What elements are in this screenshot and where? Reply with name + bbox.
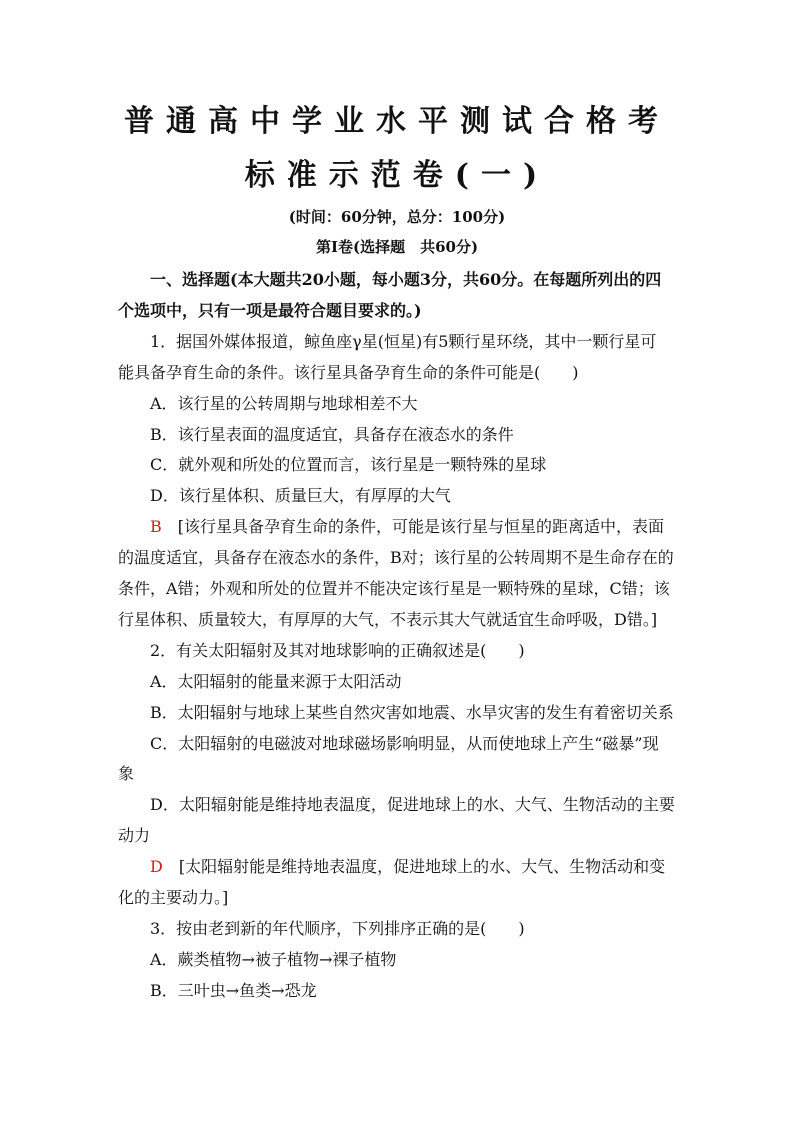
line-text: C．就外观和所处的位置而言，该行星是一颗特殊的星球 bbox=[150, 455, 547, 475]
text-line bbox=[150, 950, 678, 970]
line-text: 象 bbox=[118, 764, 135, 784]
answer-letter: B bbox=[150, 517, 162, 537]
line-text: 2．有关太阳辐射及其对地球影响的正确叙述是( ) bbox=[150, 640, 525, 660]
line-text: B．三叶虫→鱼类→恐龙 bbox=[150, 980, 317, 1000]
text-line bbox=[150, 641, 678, 661]
text-line bbox=[118, 826, 678, 846]
text-line bbox=[150, 703, 678, 723]
line-text: C．太阳辐射的电磁波对地球磁场影响明显，从而使地球上产生“磁暴”现 bbox=[150, 733, 659, 753]
text-line bbox=[150, 734, 678, 754]
text-line bbox=[118, 610, 678, 630]
text-line bbox=[118, 548, 678, 568]
text-line bbox=[150, 981, 678, 1001]
text-line bbox=[118, 301, 678, 321]
text-line bbox=[150, 919, 678, 939]
answer-line bbox=[150, 857, 678, 877]
page-title-line1: 普通高中学业水平测试合格考 bbox=[124, 104, 670, 139]
line-text: D．太阳辐射能是维持地表温度，促进地球上的水、大气、生物活动的主要 bbox=[150, 795, 675, 815]
answer-letter: D bbox=[150, 857, 163, 877]
page-title-line2: 标准示范卷(一) bbox=[244, 158, 550, 193]
text-line bbox=[150, 455, 678, 475]
text-line bbox=[118, 764, 678, 784]
section-heading: 第Ⅰ卷(选择题 共60分) bbox=[315, 238, 479, 256]
line-text: 动力 bbox=[118, 826, 151, 846]
text-line bbox=[150, 672, 678, 692]
line-text: 条件，A错；外观和所处的位置并不能决定该行星是一颗特殊的星球，C错；该 bbox=[118, 579, 670, 598]
line-text: A．该行星的公转周期与地球相差不大 bbox=[150, 393, 418, 413]
line-text: [该行星具备孕育生命的条件，可能是该行星与恒星的距离适中，表面 bbox=[161, 517, 665, 537]
text-line bbox=[150, 270, 678, 290]
line-text: B．该行星表面的温度适宜，具备存在液态水的条件 bbox=[150, 424, 514, 444]
line-text: 能具备孕育生命的条件。该行星具备孕育生命的条件可能是( ) bbox=[118, 362, 579, 382]
line-text: 个选项中，只有一项是最符合题目要求的。) bbox=[118, 300, 422, 320]
answer-line bbox=[150, 517, 678, 537]
line-text: 3．按由老到新的年代顺序，下列排序正确的是( ) bbox=[150, 918, 525, 938]
line-text: B．太阳辐射与地球上某些自然灾害如地震、水旱灾害的发生有着密切关系 bbox=[150, 702, 674, 722]
text-line bbox=[150, 795, 678, 815]
text-line bbox=[150, 332, 678, 352]
text-line bbox=[118, 888, 678, 908]
text-line bbox=[150, 425, 678, 445]
text-line bbox=[118, 363, 678, 383]
line-text: 1．据国外媒体报道，鲸鱼座γ星(恒星)有5颗行星环绕，其中一颗行星可 bbox=[150, 331, 657, 351]
text-line bbox=[118, 579, 678, 599]
text-line bbox=[150, 486, 678, 506]
line-text: 一、选择题(本大题共20小题，每小题3分，共60分。在每题所列出的四 bbox=[150, 270, 662, 289]
line-text: [太阳辐射能是维持地表温度，促进地球上的水、大气、生物活动和变 bbox=[162, 857, 666, 877]
line-text: A．蕨类植物→被子植物→裸子植物 bbox=[150, 949, 397, 969]
text-line bbox=[150, 394, 678, 414]
line-text: 的温度适宜，具备存在液态水的条件，B对；该行星的公转周期不是生命存在的 bbox=[118, 548, 674, 568]
line-text: 行星体积、质量较大，有厚厚的大气，不表示其大气就适宜生命呼吸，D错。] bbox=[118, 609, 658, 629]
line-text: 化的主要动力。] bbox=[118, 888, 229, 907]
exam-time-info: (时间：60分钟，总分：100分) bbox=[288, 208, 506, 226]
line-text: A．太阳辐射的能量来源于太阳活动 bbox=[150, 671, 402, 691]
line-text: D．该行星体积、质量巨大，有厚厚的大气 bbox=[150, 486, 451, 506]
